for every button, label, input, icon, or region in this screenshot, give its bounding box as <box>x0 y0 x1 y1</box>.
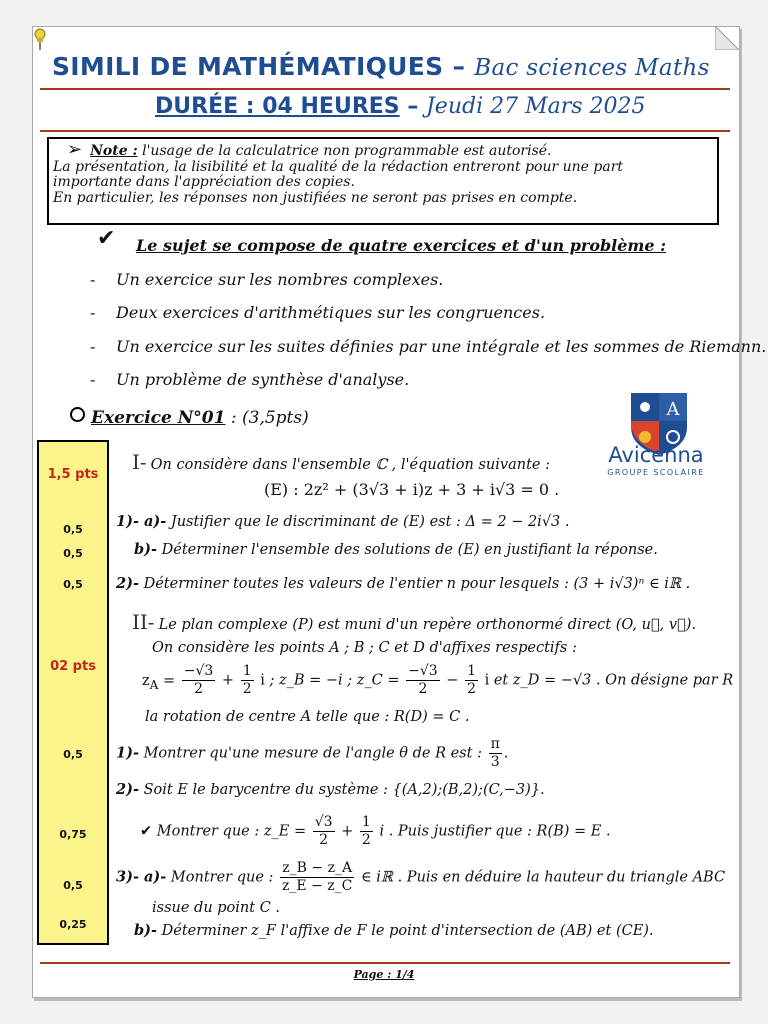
question-ii-3a-tail: issue du point C . <box>152 900 281 916</box>
exam-track: Bac sciences Maths <box>474 55 710 81</box>
points-value: 0,5 <box>63 523 83 536</box>
fraction: $\frac{1}{2}$ <box>467 663 476 697</box>
equation-E: (E) : 2z² + (3√3 + i)z + 3 + i√3 = 0 . <box>264 480 560 499</box>
logo-name: Avicenna <box>608 443 704 467</box>
question-ii-3b: b)- Déterminer z_F l'affixe de F le point d'intersection de (AB) et (CE). <box>134 922 654 939</box>
divider <box>40 88 730 90</box>
svg-text:A: A <box>666 399 680 420</box>
subject-item: - Un exercice sur les suites définies par une intégrale et les sommes de Riemann. <box>90 337 767 356</box>
question-1b: b)- Déterminer l'ensemble des solutions de (E) en justifiant la réponse. <box>134 541 658 558</box>
question-ii-2-check: ✔ Montrer que : z_E = $\frac{√3}{2}$ + $\frac{1}{2}$ i . Puis justifier que : R(B) = E . <box>140 814 611 848</box>
subject-item: - Deux exercices d'arithmétiques sur les congruences. <box>90 303 546 322</box>
fraction: $\frac{1}{2}$ <box>242 663 252 697</box>
part2-points: On considère les points A ; B ; C et D d'affixes respectifs : <box>152 640 577 656</box>
fraction: $\frac{z\_B - z\_A}{z\_E - z\_C}$ <box>282 860 353 894</box>
subject-item: - Un exercice sur les nombres complexes. <box>90 270 444 289</box>
points-value: 02 pts <box>50 659 96 674</box>
exam-duration-line: DURÉE : 04 HEURES – Jeudi 27 Mars 2025 <box>155 94 646 119</box>
rotation-definition: la rotation de centre A telle que : R(D) = C . <box>145 709 470 725</box>
page-fold-icon <box>715 26 739 50</box>
question-ii-2: 2)- Soit E le barycentre du système : {(A,2);(B,2);(C,−3)}. <box>116 781 545 798</box>
note-label: Note : <box>90 143 138 159</box>
checkmark-icon: ✔ <box>140 823 153 840</box>
divider <box>40 130 730 132</box>
checkmark-icon: ✔ <box>97 226 116 251</box>
subject-heading: Le sujet se compose de quatre exercices et d'un problème : <box>136 236 667 255</box>
points-value: 0,5 <box>63 547 83 560</box>
exam-date: Jeudi 27 Mars 2025 <box>425 94 646 119</box>
note-box: ➢ Note : l'usage de la calculatrice non programmable est autorisé. La présentation, la lisibilité et la qualité de la rédaction entreront pour une part importante dans l'appréciation des copies. En particulier, les réponses non justifiées ne seront pas prises en compte. <box>47 137 719 225</box>
points-value: 0,5 <box>63 748 83 761</box>
subject-item: - Un problème de synthèse d'analyse. <box>90 370 410 389</box>
part1-intro: I- On considère dans l'ensemble ℂ , l'équation suivante : <box>132 450 550 474</box>
circle-bullet-icon <box>70 407 85 422</box>
exam-title: SIMILI DE MATHÉMATIQUES – Bac sciences Maths <box>52 52 710 81</box>
fraction: $\frac{-√3}{2}$ <box>183 663 214 697</box>
page-number: Page : 1/4 <box>353 968 415 981</box>
points-value: 0,75 <box>59 828 87 841</box>
question-2: 2)- Déterminer toutes les valeurs de l'entier n pour lesquels : (3 + i√3)ⁿ ∈ iℝ . <box>116 575 691 592</box>
points-value: 0,25 <box>59 918 87 931</box>
question-1a: 1)- a)- Justifier que le discriminant de (E) est : Δ = 2 − 2i√3 . <box>116 513 570 530</box>
exercise-title: Exercice N°01 : (3,5pts) <box>70 407 309 428</box>
arrow-bullet-icon: ➢ <box>67 139 83 160</box>
logo-subtitle: GROUPE SCOLAIRE <box>607 468 705 477</box>
question-ii-1: 1)- Montrer qu'une mesure de l'angle θ de R est : $\frac{\pi}{3}$ . <box>116 736 509 770</box>
fraction: $\frac{1}{2}$ <box>361 814 371 848</box>
question-ii-3a: 3)- a)- Montrer que : $\frac{z\_B - z\_A}{z\_E - z\_C}$ ∈ iℝ . Puis en déduire la hauteur du triangle ABC <box>116 860 726 894</box>
part-numeral: I- <box>132 450 147 474</box>
points-value: 0,5 <box>63 879 83 892</box>
fraction: $\frac{\pi}{3}$ <box>490 736 500 770</box>
duration: DURÉE : 04 HEURES <box>155 94 400 119</box>
divider <box>40 962 730 964</box>
affixes-line: $z_A$ = $\frac{-√3}{2}$ + $\frac{1}{2}$ i ; z_B = −i ; z_C = $\frac{-√3}{2}$ − $\frac{1}{2}$ i et z_D = −√3 . On désigne par R <box>142 663 734 697</box>
pushpin-icon <box>31 28 49 52</box>
points-column <box>37 440 109 945</box>
fraction: $\frac{√3}{2}$ <box>314 814 333 848</box>
points-value: 1,5 pts <box>47 467 99 482</box>
fraction: $\frac{-√3}{2}$ <box>408 663 438 697</box>
points-value: 0,5 <box>63 578 83 591</box>
part-numeral: II- <box>132 610 155 634</box>
part2-intro: II- Le plan complexe (P) est muni d'un repère orthonormé direct (O, u⃗, v⃗). <box>132 610 697 634</box>
